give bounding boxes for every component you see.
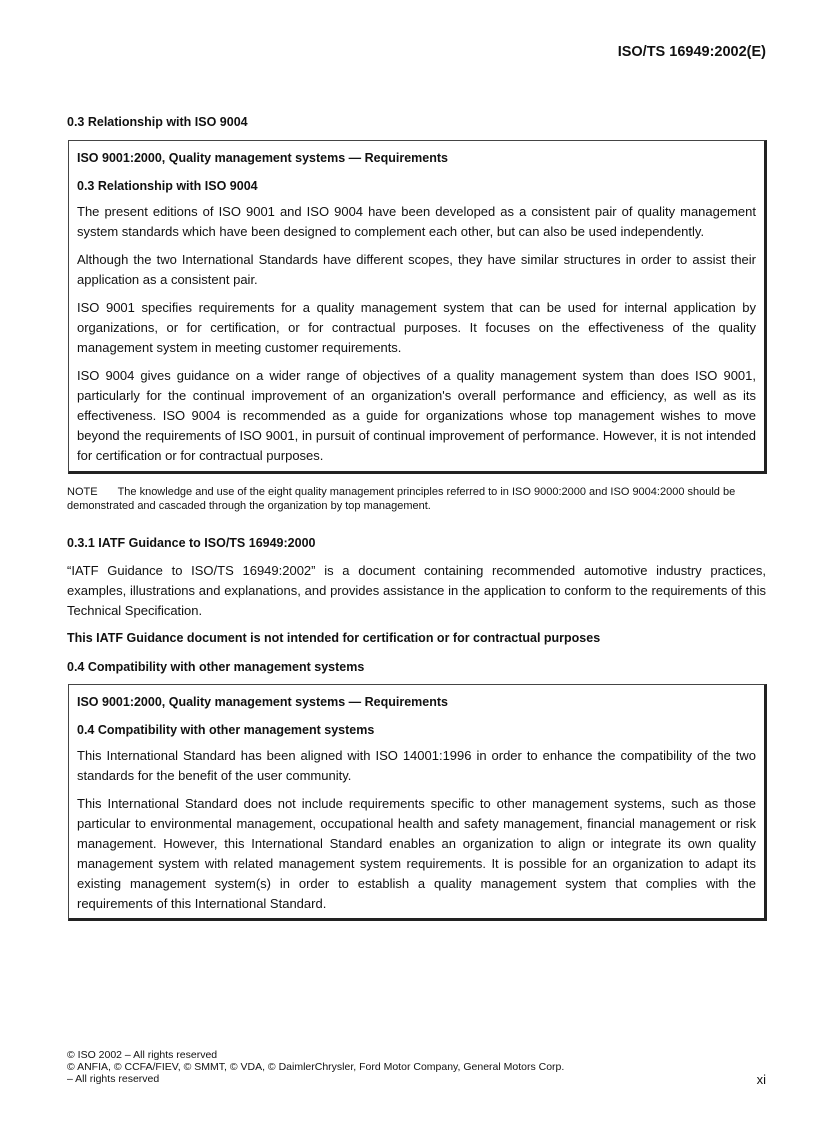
- paragraph: The present editions of ISO 9001 and ISO 9004 have been developed as a consistent pair of quality management system standards which have been designed to complement each other, but can also be used independently.: [77, 204, 756, 239]
- box-subtitle: 0.4 Compatibility with other management systems: [77, 723, 375, 737]
- quoted-box-iso9001-0-4: [68, 684, 767, 921]
- paragraph: “IATF Guidance to ISO/TS 16949:2002” is a document containing recommended automotive industry practices, examples, illustrations and explanations, and provides assistance in the application to conform to the requirements of this Technical Specification.: [67, 563, 766, 618]
- footer-line: © ISO 2002 – All rights reserved: [67, 1049, 218, 1061]
- note: [67, 485, 767, 513]
- quoted-box-iso9001-0-3: [68, 140, 767, 474]
- footer-copyright: [67, 1049, 564, 1085]
- paragraph: This International Standard does not include requirements specific to other management systems, such as those particular to environmental management, occupational health and safety management, financial management or risk management. However, this International Standard enables an organization to align or integrate its own quality management system with related management system requirements. It is possible for an organization to adapt its existing management system(s) in order to establish a quality management system that complies with the requirements of this International Standard.: [77, 796, 756, 911]
- box-subtitle: 0.3 Relationship with ISO 9004: [77, 179, 258, 193]
- footer-line: © ANFIA, © CCFA/FIEV, © SMMT, © VDA, © DaimlerChrysler, Ford Motor Company, General Motors Corp.: [67, 1061, 565, 1073]
- box-title: ISO 9001:2000, Quality management systems — Requirements: [77, 695, 448, 709]
- section-heading-0-4: 0.4 Compatibility with other management systems: [67, 660, 365, 674]
- section-heading-0-3: 0.3 Relationship with ISO 9004: [67, 115, 248, 129]
- paragraph: ISO 9004 gives guidance on a wider range of objectives of a quality management system than does ISO 9001, particularly for the continual improvement of an organization's overall performance and efficiency, as well as its effectiveness. ISO 9004 is recommended as a guide for organizations whose top management wishes to move beyond the requirements of ISO 9001, in pursuit of continual improvement of performance. However, it is not intended for certification or for contractual purposes.: [77, 368, 756, 463]
- footer-line: – All rights reserved: [67, 1073, 160, 1085]
- note-text: The knowledge and use of the eight quality management principles referred to in ISO 9000:2000 and ISO 9004:2000 should be demonstrated and cascaded through the organization by top management.: [67, 486, 736, 512]
- paragraph: This International Standard has been aligned with ISO 14001:1996 in order to enhance the compatibility of the two standards for the benefit of the user community.: [77, 748, 756, 783]
- paragraph: ISO 9001 specifies requirements for a quality management system that can be used for internal application by organizations, or for certification, or for contractual purposes. It focuses on the effectiveness of the quality management system in meeting customer requirements.: [77, 300, 756, 355]
- bold-statement: This IATF Guidance document is not intended for certification or for contractual purposes: [67, 631, 601, 645]
- page-number: xi: [756, 1072, 766, 1087]
- paragraph: Although the two International Standards have different scopes, they have similar structures in order to assist their application as a consistent pair.: [77, 252, 756, 287]
- box-title: ISO 9001:2000, Quality management systems — Requirements: [77, 151, 448, 165]
- section-heading-0-3-1: 0.3.1 IATF Guidance to ISO/TS 16949:2000: [67, 536, 316, 550]
- document-header: ISO/TS 16949:2002(E): [617, 44, 766, 60]
- note-label: NOTE: [67, 486, 98, 498]
